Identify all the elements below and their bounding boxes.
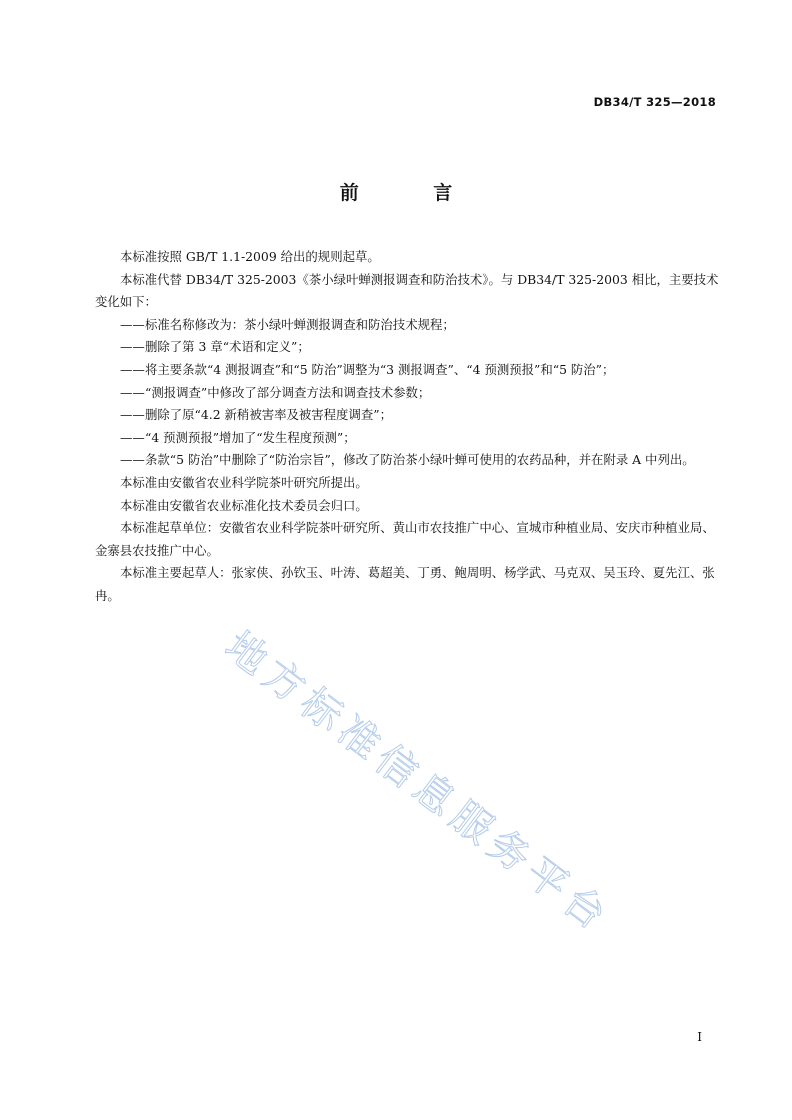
paragraph-drafting-rule: 本标准按照 GB/T 1.1-2009 给出的规则起草。 xyxy=(120,249,380,264)
dash-mark: —— xyxy=(120,407,145,423)
change-item-text: 删除了原“4.2 新稍被害率及被害程度调查”； xyxy=(145,407,392,423)
change-item xyxy=(95,404,720,427)
change-item xyxy=(95,359,720,382)
change-item-text: 标准名称修改为：茶小绿叶蝉测报调查和防治技术规程； xyxy=(145,316,455,332)
paragraph-centralizer: 本标准由安徽省农业标准化技术委员会归口。 xyxy=(120,497,368,513)
paragraph-drafters: 本标准主要起草人：张家侠、孙钦玉、叶涛、葛超美、丁勇、鲍周明、杨学武、马克双、吴玉玲、夏先江、张冉。 xyxy=(95,565,715,603)
paragraph-drafting-units: 本标准起草单位：安徽省农业科学院茶叶研究所、黄山市农技推广中心、宣城市种植业局、安庆市种植业局、金寨县农技推广中心。 xyxy=(95,520,715,558)
change-item-text: 删除了第 3 章“术语和定义”； xyxy=(145,339,310,355)
change-item-text: “4 预测预报”增加了“发生程度预测”； xyxy=(145,429,356,445)
page-number: I xyxy=(697,1030,702,1044)
change-item xyxy=(95,314,720,337)
page-title: 前 言 xyxy=(339,182,487,204)
change-item xyxy=(95,449,720,472)
change-item-text: “测报调查”中修改了部分调查方法和调查技术参数； xyxy=(145,384,431,400)
change-item-text: 将主要条款“4 测报调查”和“5 防治”调整为“3 测报调查”、“4 预测预报”和“5 防治”； xyxy=(145,361,615,377)
dash-mark: —— xyxy=(120,316,145,332)
foreword-body xyxy=(95,246,720,608)
dash-mark: —— xyxy=(120,452,145,468)
dash-mark: —— xyxy=(120,429,145,445)
standard-code: DB34/T 325—2018 xyxy=(593,95,716,109)
dash-mark: —— xyxy=(120,384,145,400)
change-item xyxy=(95,382,720,405)
watermark: 地方标准信息服务平台 xyxy=(216,623,620,943)
change-item-text: 条款“5 防治”中删除了“防治宗旨”，修改了防治茶小绿叶蝉可使用的农药品种，并在附录 A 中列出。 xyxy=(145,452,695,468)
dash-mark: —— xyxy=(120,339,145,355)
change-item xyxy=(95,336,720,359)
dash-mark: —— xyxy=(120,361,145,377)
paragraph-proposer: 本标准由安徽省农业科学院茶叶研究所提出。 xyxy=(120,474,368,490)
paragraph-replacement: 本标准代替 DB34/T 325-2003《茶小绿叶蝉测报调查和防治技术》。与 DB34/T 325-2003 相比，主要技术变化如下： xyxy=(95,271,719,310)
change-item xyxy=(95,427,720,450)
